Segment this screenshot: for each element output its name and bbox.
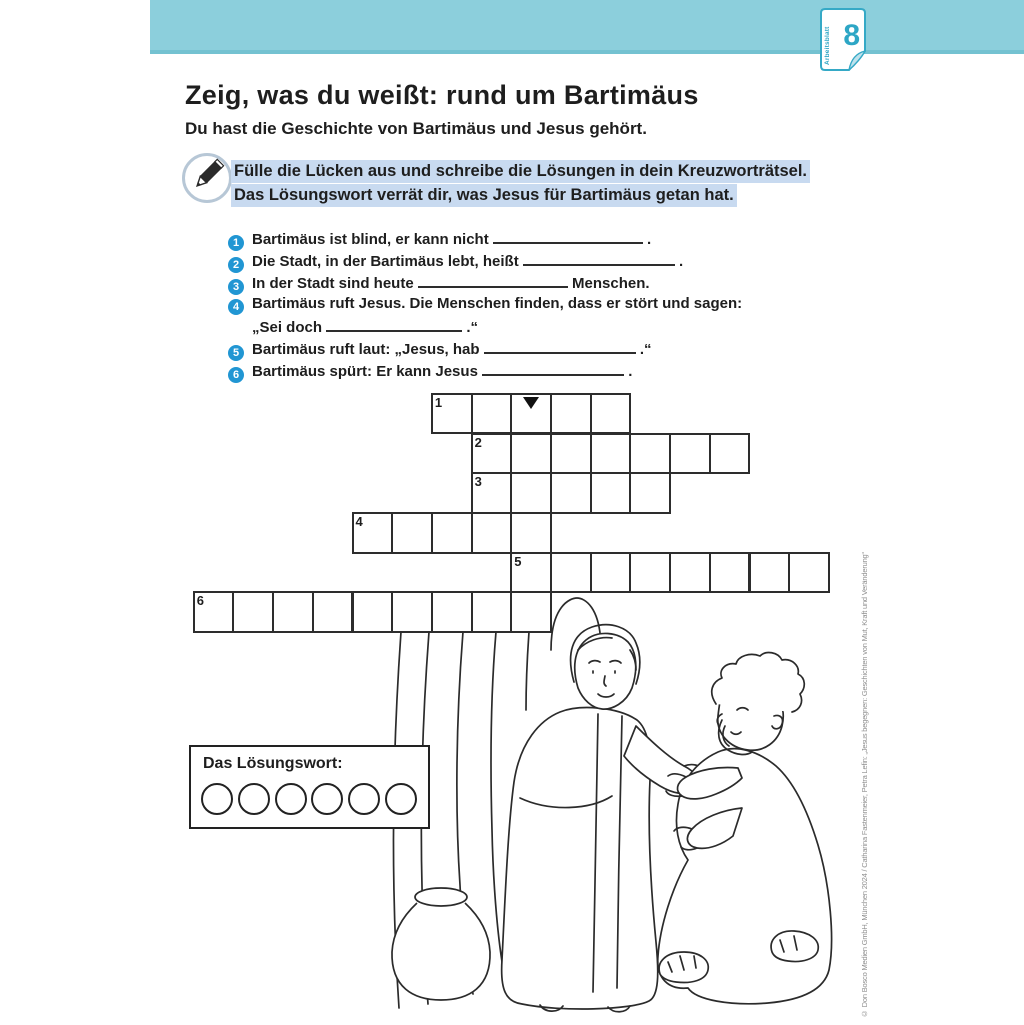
- crossword-cell: [272, 591, 314, 633]
- crossword-row-number: 3: [474, 474, 482, 490]
- crossword-row-number: 5: [514, 553, 522, 569]
- crossword-cell: [590, 433, 632, 475]
- crossword-cell: [471, 512, 513, 554]
- solution-letter-circle: [311, 783, 343, 815]
- solution-word-label: Das Lösungswort:: [203, 755, 343, 772]
- solution-letter-circle: [238, 783, 270, 815]
- crossword-cell: [431, 512, 473, 554]
- solution-letter-circle: [348, 783, 380, 815]
- solution-letter-circle: [275, 783, 307, 815]
- instruction-text: [231, 160, 831, 208]
- crossword-cell: [709, 433, 751, 475]
- crossword-cell: [590, 472, 632, 514]
- fill-in-item-3: 3 In der Stadt sind heute Menschen.: [228, 273, 650, 295]
- crossword-cell: [550, 472, 592, 514]
- crossword-row-number: 6: [196, 593, 204, 609]
- item-number-badge: 5: [228, 345, 244, 361]
- copyright-text: © Don Bosco Medien GmbH, München 2024 / Catharina Fastenmeier, Petra Lefin: „Jesus begegnen: Geschichten von Mut, Kraft und Veränderung“: [860, 552, 869, 1018]
- page-title: Zeig, was du weißt: rund um Bartimäus: [185, 80, 699, 110]
- crossword-cell-solution: [510, 433, 552, 475]
- solution-letter-circle: [201, 783, 233, 815]
- solution-word-box: [189, 745, 430, 829]
- fill-in-item-continuation: „Sei doch .“: [252, 319, 479, 336]
- answer-blank: [418, 273, 568, 288]
- answer-blank: [326, 317, 462, 332]
- crossword-cell: [629, 433, 671, 475]
- item-number-badge: 4: [228, 299, 244, 315]
- page-subtitle: Du hast die Geschichte von Bartimäus und Jesus gehört.: [185, 119, 647, 138]
- crossword-cell: [590, 393, 632, 435]
- item-number-badge: 3: [228, 279, 244, 295]
- crossword-cell: [232, 591, 274, 633]
- crossword-cell: [312, 591, 354, 633]
- solution-letter-circle: [385, 783, 417, 815]
- fill-in-item-2: 2 Die Stadt, in der Bartimäus lebt, heißt .: [228, 251, 683, 273]
- crossword-cell: [669, 433, 711, 475]
- item-number-badge: 6: [228, 367, 244, 383]
- crossword-cell: [391, 512, 433, 554]
- crossword-row-number: 2: [474, 434, 482, 450]
- pencil-icon: [182, 153, 232, 203]
- worksheet-tab: [820, 8, 866, 71]
- fill-in-item-5: 5 Bartimäus ruft laut: „Jesus, hab .“: [228, 339, 652, 361]
- answer-blank: [482, 361, 624, 376]
- item-number-badge: 1: [228, 235, 244, 251]
- crossword-cell: [431, 393, 473, 435]
- crossword-cell-solution: [510, 472, 552, 514]
- crossword-cell: [550, 393, 592, 435]
- answer-blank: [493, 229, 643, 244]
- tab-number: 8: [843, 19, 860, 52]
- crossword-cell: [352, 512, 394, 554]
- crossword-cell: [629, 472, 671, 514]
- crossword-cell-solution: [510, 512, 552, 554]
- crossword-cell: [471, 433, 513, 475]
- fill-in-item-1: 1 Bartimäus ist blind, er kann nicht .: [228, 229, 651, 251]
- jesus-bartimaeus-illustration: [360, 580, 860, 1025]
- header-band: [150, 0, 1024, 54]
- crossword-cell: [471, 472, 513, 514]
- crossword-row-number: 1: [434, 394, 443, 410]
- answer-blank: [484, 339, 636, 354]
- instruction-line-2: Das Lösungswort verrät dir, was Jesus für Bartimäus getan hat.: [231, 184, 737, 207]
- tab-vertical-label: Arbeitsblatt: [824, 26, 831, 65]
- crossword-cell: [550, 433, 592, 475]
- fill-in-item-4: 4 Bartimäus ruft Jesus. Die Menschen finden, dass er stört und sagen:: [228, 295, 742, 315]
- solution-column-marker: [523, 397, 539, 409]
- crossword-row-number: 4: [355, 513, 363, 529]
- crossword-cell: [193, 591, 235, 633]
- answer-blank: [523, 251, 675, 266]
- item-number-badge: 2: [228, 257, 244, 273]
- fill-in-item-6: 6 Bartimäus spürt: Er kann Jesus .: [228, 361, 632, 383]
- instruction-line-1: Fülle die Lücken aus und schreibe die Lösungen in dein Kreuzworträtsel.: [231, 160, 810, 183]
- crossword-cell: [471, 393, 513, 435]
